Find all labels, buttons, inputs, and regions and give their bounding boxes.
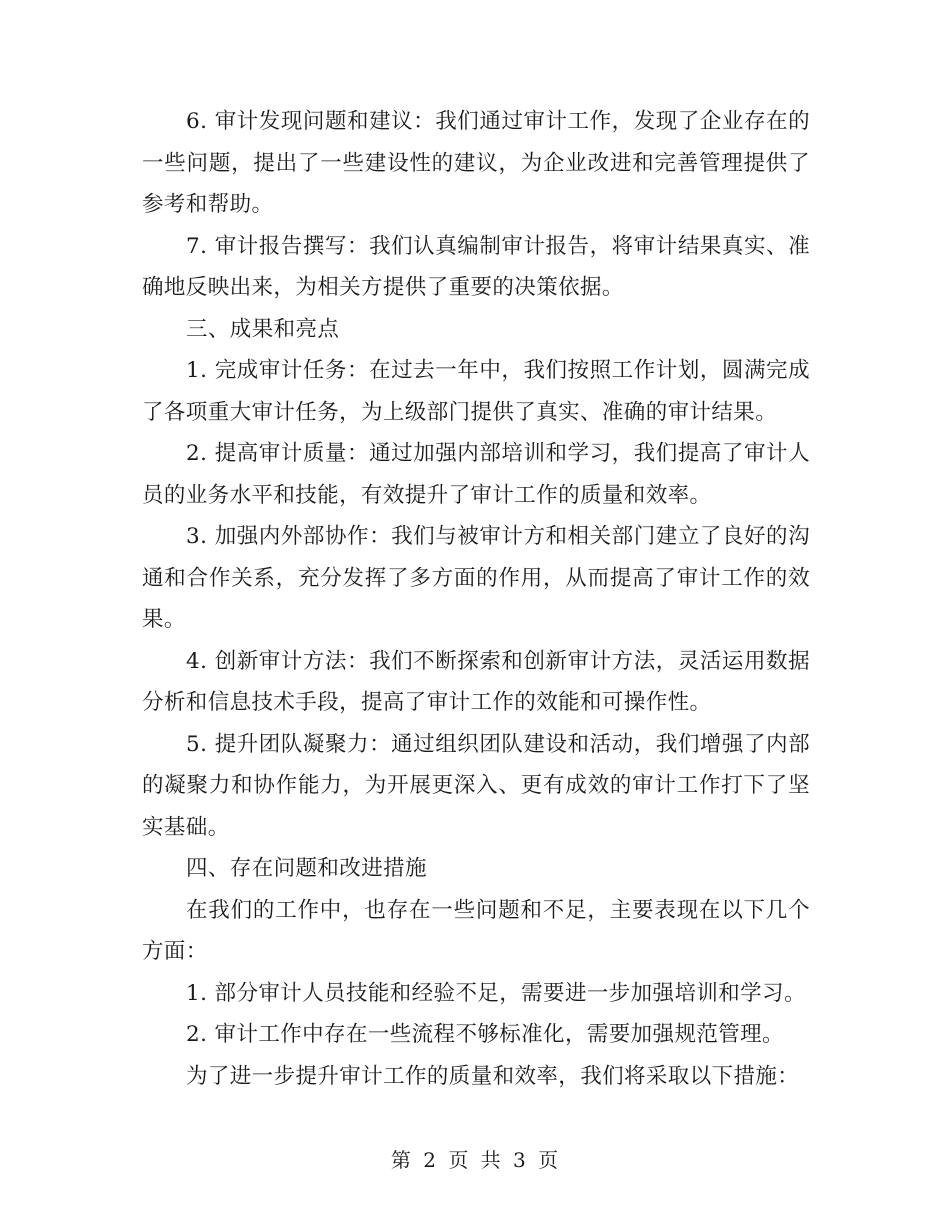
paragraph-innovation: 4. 创新审计方法：我们不断探索和创新审计方法，灵活运用数据分析和信息技术手段，提高了审计工作的效能和可操作性。 [142,648,810,715]
paragraph-problems-intro: 在我们的工作中，也存在一些问题和不足，主要表现在以下几个方面： [142,897,810,964]
paragraph-team-cohesion: 5. 提升团队凝聚力：通过组织团队建设和活动，我们增强了内部的凝聚力和协作能力，为开展更深入、更有成效的审计工作打下了坚实基础。 [142,731,810,840]
paragraph-improve-quality: 2. 提高审计质量：通过加强内部培训和学习，我们提高了审计人员的业务水平和技能，有效提升了审计工作的质量和效率。 [142,441,810,508]
paragraph-complete-tasks: 1. 完成审计任务：在过去一年中，我们按照工作计划，圆满完成了各项重大审计任务，为上级部门提供了真实、准确的审计结果。 [142,358,810,425]
page-number-footer: 第 2 页 共 3 页 [390,1148,560,1172]
paragraph-measures-intro: 为了进一步提升审计工作的质量和效率，我们将采取以下措施： [186,1063,800,1089]
paragraph-collaboration: 3. 加强内外部协作：我们与被审计方和相关部门建立了良好的沟通和合作关系，充分发挥了多方面的作用，从而提高了审计工作的效果。 [142,524,810,632]
paragraph-audit-report: 7. 审计报告撰写：我们认真编制审计报告，将审计结果真实、准确地反映出来，为相关方提供了重要的决策依据。 [142,233,810,300]
paragraph-audit-findings: 6. 审计发现问题和建议：我们通过审计工作，发现了企业存在的一些问题，提出了一些建设性的建议，为企业改进和完善管理提供了参考和帮助。 [142,109,810,217]
paragraph-problem-2: 2. 审计工作中存在一些流程不够标准化，需要加强规范管理。 [186,1022,784,1047]
section-heading-problems: 四、存在问题和改进措施 [186,856,427,881]
paragraph-problem-1: 1. 部分审计人员技能和经验不足，需要进一步加强培训和学习。 [186,980,806,1006]
section-heading-results: 三、成果和亮点 [186,316,340,342]
document-body [142,101,810,1097]
